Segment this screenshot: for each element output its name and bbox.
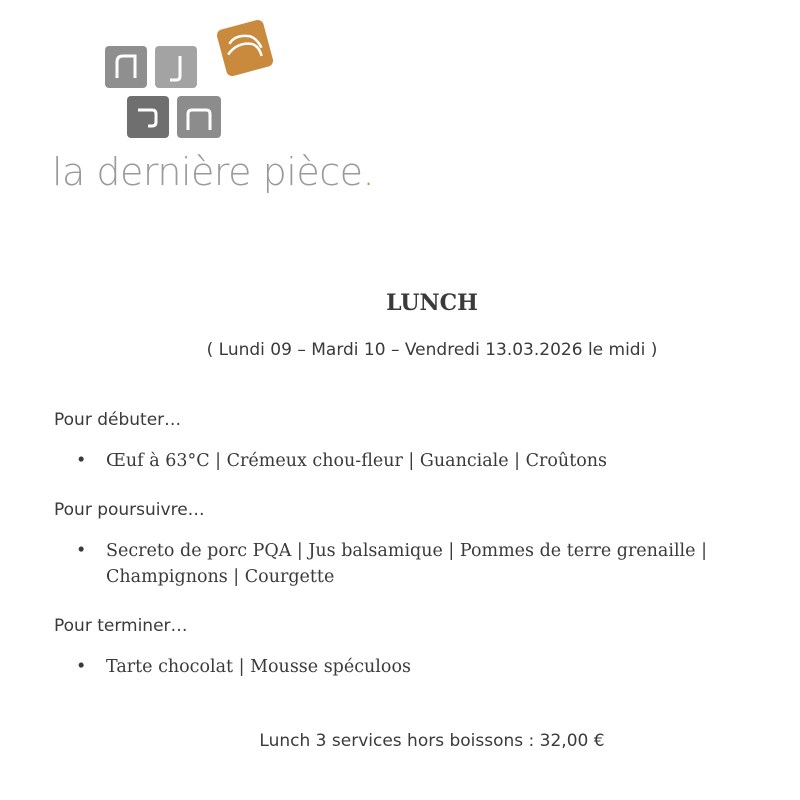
list-item-dessert (76, 654, 736, 680)
bullet-icon: • (76, 451, 87, 471)
logo-tile-1 (105, 46, 147, 88)
list-item-text: Œuf à 63°C | Crémeux chou-fleur | Guanciale | Croûtons (106, 451, 608, 471)
section-heading-starter: Pour débuter… (54, 410, 182, 430)
section-heading-dessert: Pour terminer… (54, 616, 188, 636)
list-item-starter (76, 448, 736, 474)
section-heading-main: Pour poursuivre… (54, 500, 205, 520)
brand-name (52, 150, 374, 194)
bullet-icon: • (76, 541, 87, 561)
logo-tile-3 (127, 96, 169, 138)
logo-tile-4 (177, 96, 221, 138)
list-item-text: Tarte chocolat | Mousse spéculoos (106, 657, 411, 677)
bullet-icon: • (76, 657, 87, 677)
list-item-main (76, 538, 736, 590)
menu-title: LUNCH (386, 290, 478, 316)
logo-accent-tile (216, 19, 275, 78)
brand-name-dot: . (362, 150, 375, 194)
brand-name-main: la dernière pièce (52, 150, 363, 194)
list-item-text: Secreto de porc PQA | Jus balsamique | Pommes de terre grenaille | Champignons | Courgette (106, 541, 707, 587)
brand-logo-mark (100, 18, 280, 148)
price-line: Lunch 3 services hors boissons : 32,00 € (259, 731, 605, 751)
menu-dates: ( Lundi 09 – Mardi 10 – Vendredi 13.03.2026 le midi ) (206, 340, 658, 360)
logo-tile-2 (155, 46, 197, 88)
